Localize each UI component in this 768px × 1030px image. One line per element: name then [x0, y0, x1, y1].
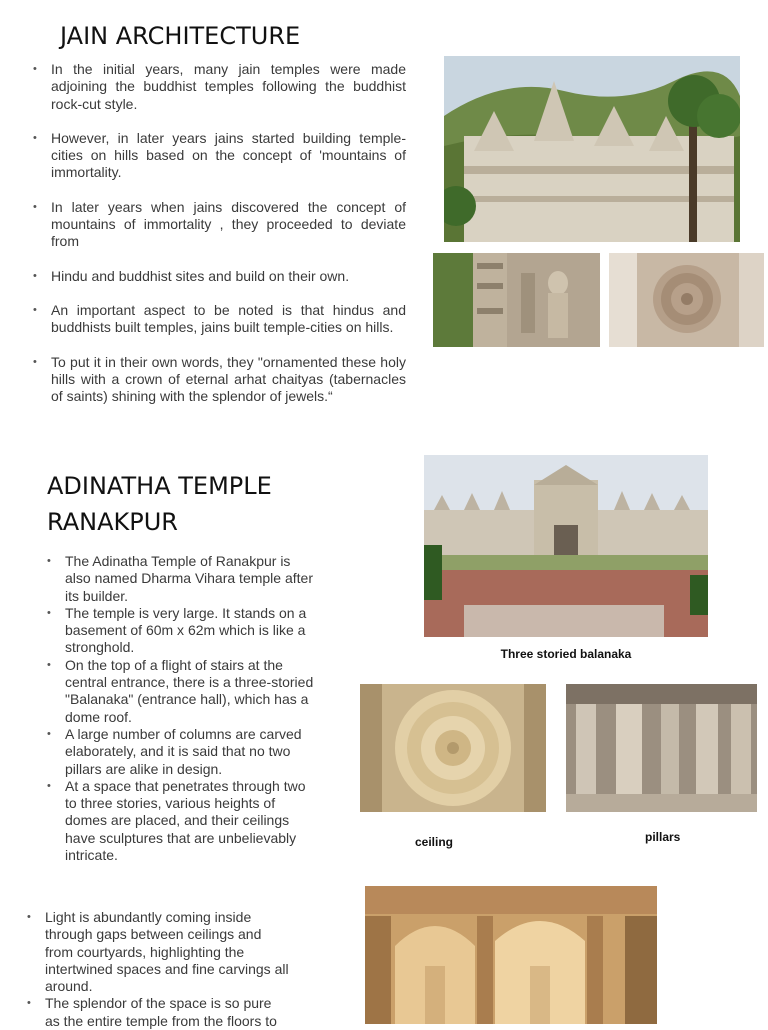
bullet-item: • On the top of a flight of stairs at the central entrance, there is a three-storied "Balanaka" (entrance hall), which has a dome roof. [47, 657, 315, 726]
carved-interior-photo [365, 886, 657, 1024]
carved-pillar-photo [433, 253, 600, 347]
temple-hillside-photo [444, 56, 740, 242]
section-title [47, 468, 272, 540]
bullet-item: • A large number of columns are carved elaborately, and it is said that no two pillars are alike in design. [47, 726, 315, 778]
bullet-item: • The Adinatha Temple of Ranakpur is also named Dharma Vihara temple after its builder. [47, 553, 315, 605]
bullet-item: • Hindu and buddhist sites and build on their own. [33, 268, 406, 285]
ceiling-dome-photo [360, 684, 546, 812]
bullet-item: • At a space that penetrates through two to three stories, various heights of domes are placed, and their ceilings have sculptures that are unbelievably intricate. [47, 778, 315, 864]
bullet-item: • Light is abundantly coming inside through gaps between ceilings and from courtyards, highlighting the intertwined spaces and fine carvings all around. [27, 909, 289, 995]
bullet-item: • However, in later years jains started building temple-cities on hills based on the concept of 'mountains of immortality. [33, 130, 406, 182]
pillars-hall-photo [566, 684, 757, 812]
page-title: JAIN ARCHITECTURE [60, 22, 301, 50]
carved-medallion-photo [609, 253, 764, 347]
caption-balanaka: Three storied balanaka [500, 647, 632, 661]
jain-architecture-bullets [33, 61, 406, 405]
bullet-item: • The splendor of the space is so pure as the entire temple from the floors to [27, 995, 289, 1030]
light-bullets [27, 909, 289, 1030]
ranakpur-temple-photo [424, 455, 708, 637]
adinatha-bullets [47, 553, 315, 864]
bullet-item: • The temple is very large. It stands on a basement of 60m x 62m which is like a stronghold. [47, 605, 315, 657]
caption-ceiling: ceiling [415, 835, 454, 849]
caption-pillars: pillars [645, 830, 681, 844]
bullet-item: • In the initial years, many jain temples were made adjoining the buddhist temples following the buddhist rock-cut style. [33, 61, 406, 113]
section-title-line1: ADINATHA TEMPLE [47, 472, 272, 500]
bullet-item: • An important aspect to be noted is that hindus and buddhists built temples, jains built temple-cities on hills. [33, 302, 406, 337]
section-title-line2: RANAKPUR [47, 508, 178, 536]
bullet-item: • In later years when jains discovered the concept of mountains of immortality , they proceeded to deviate from [33, 199, 406, 251]
bullet-item: • To put it in their own words, they "ornamented these holy hills with a crown of eternal arhat chaityas (tabernacles of saints) shining with the splendor of jewels.“ [33, 354, 406, 406]
